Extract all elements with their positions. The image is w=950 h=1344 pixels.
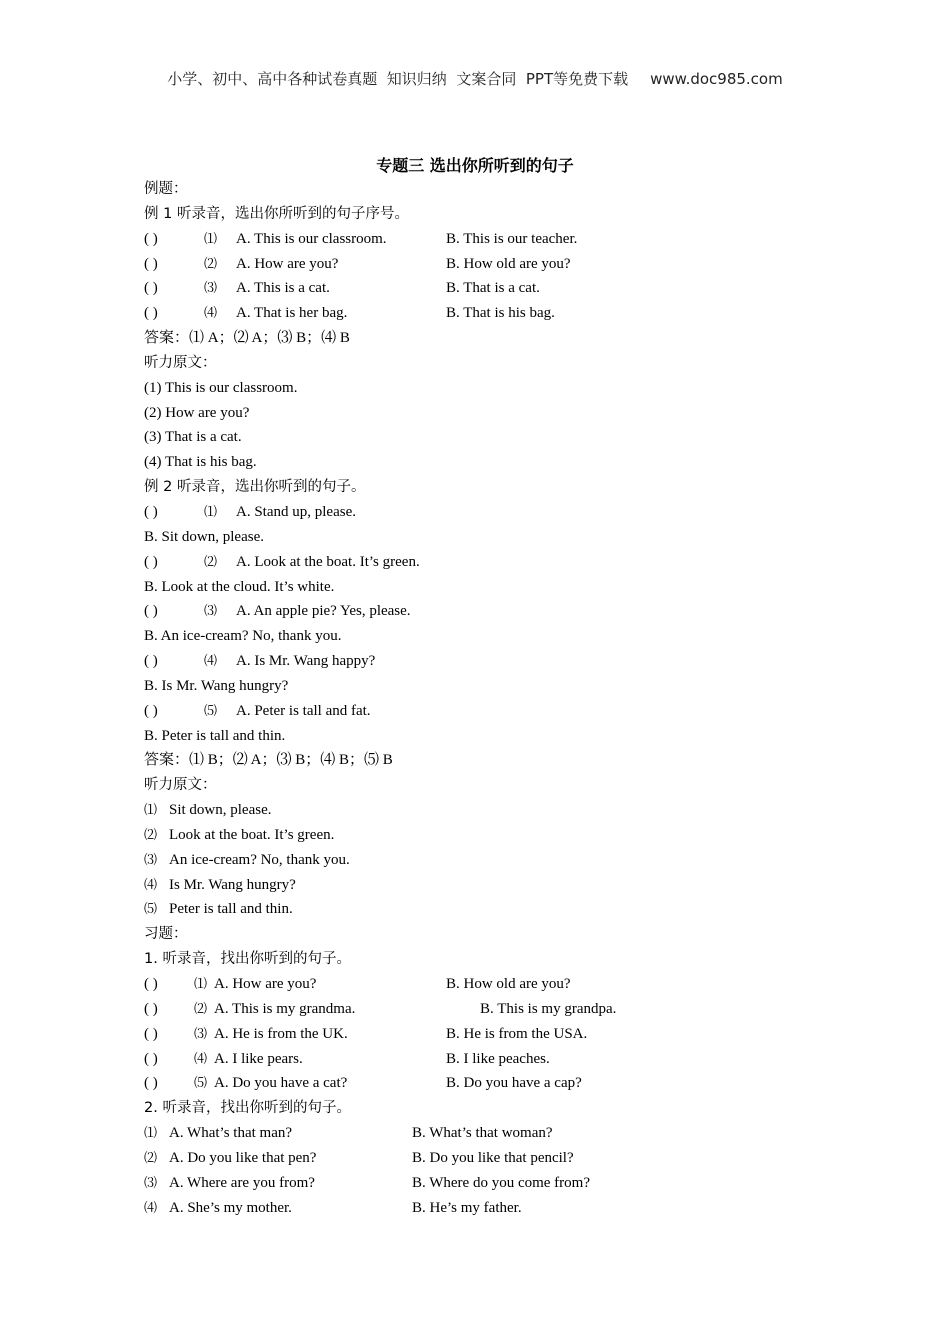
- ex1-script-line: (1) This is our classroom.: [144, 379, 298, 396]
- ex2-script-line: [144, 823, 864, 848]
- ex1-answer: 答案：⑴ A；⑵ A；⑶ B；⑷ B: [144, 330, 350, 347]
- q1-item: [144, 1022, 864, 1047]
- script-text: Peter is tall and thin.: [169, 901, 293, 918]
- option-b: B. Look at the cloud. It’s white.: [144, 578, 335, 595]
- ex1-item: [144, 252, 864, 277]
- item-number: ⑷: [194, 1050, 208, 1066]
- option-a: A. He is from the UK.: [214, 1025, 348, 1042]
- option-a: A. Peter is tall and fat.: [236, 702, 371, 719]
- option-a: A. That is her bag.: [236, 305, 348, 322]
- answer-blank: ( ): [144, 1050, 158, 1067]
- item-number: ⑴: [144, 1125, 158, 1141]
- answer-blank: ( ): [144, 603, 158, 620]
- script-text: Look at the boat. It’s green.: [169, 826, 335, 843]
- answer-blank: ( ): [144, 230, 158, 247]
- example-label: 例题：: [144, 181, 188, 197]
- ex2-script-label: 听力原文：: [144, 777, 217, 794]
- ex1-item: [144, 301, 864, 326]
- ex2-item-a: [144, 500, 864, 525]
- q1-item: [144, 997, 864, 1022]
- q2-item: [144, 1121, 864, 1146]
- option-b: B. Is Mr. Wang hungry?: [144, 677, 289, 694]
- answer-blank: ( ): [144, 255, 158, 272]
- item-number: ⑷: [204, 305, 218, 321]
- q2-item: [144, 1171, 864, 1196]
- script-text: An ice-cream? No, thank you.: [169, 851, 350, 868]
- item-number: ⑵: [204, 553, 218, 569]
- page-header: [0, 68, 950, 89]
- option-b: B. Do you like that pencil?: [412, 1149, 574, 1166]
- item-number: ⑶: [204, 280, 218, 296]
- option-a: A. This is my grandma.: [214, 1000, 356, 1017]
- option-b: B. He is from the USA.: [446, 1025, 588, 1042]
- option-a: A. Stand up, please.: [236, 503, 356, 520]
- item-number: ⑸: [204, 702, 218, 718]
- option-b: B. Do you have a cap?: [446, 1075, 582, 1092]
- answer-blank: ( ): [144, 280, 158, 297]
- item-number: ⑵: [204, 255, 218, 271]
- item-number: ⑷: [144, 876, 158, 892]
- option-b: B. Sit down, please.: [144, 528, 264, 545]
- item-number: ⑷: [204, 653, 218, 669]
- answer-blank: ( ): [144, 1000, 158, 1017]
- option-b: B. That is his bag.: [446, 305, 555, 322]
- option-a: A. Where are you from?: [169, 1174, 315, 1191]
- option-a: A. An apple pie? Yes, please.: [236, 603, 411, 620]
- exercise-label: 习题：: [144, 926, 188, 943]
- option-a: A. How are you?: [236, 255, 339, 272]
- option-a: A. Is Mr. Wang happy?: [236, 653, 376, 670]
- option-b: B. An ice-cream? No, thank you.: [144, 628, 342, 645]
- item-number: ⑵: [144, 826, 158, 842]
- ex2-item-a: [144, 550, 864, 575]
- q1-item: [144, 1071, 864, 1096]
- option-b: B. He’s my father.: [412, 1199, 522, 1216]
- ex2-script-line: [144, 873, 864, 898]
- option-a: A. How are you?: [214, 976, 317, 992]
- document-body: [144, 177, 864, 1220]
- option-b: B. That is a cat.: [446, 280, 540, 297]
- script-text: Is Mr. Wang hungry?: [169, 876, 296, 893]
- q1-heading: 1. 听录音，找出你听到的句子。: [144, 951, 351, 968]
- q2-item: [144, 1146, 864, 1171]
- item-number: ⑴: [194, 976, 208, 991]
- page-title: 专题三 选出你所听到的句子: [376, 156, 574, 175]
- q1-item: [144, 1047, 864, 1072]
- ex1-item: [144, 276, 864, 301]
- item-number: ⑶: [144, 1174, 158, 1190]
- option-b: B. What’s that woman?: [412, 1125, 553, 1142]
- item-number: ⑷: [144, 1199, 158, 1215]
- answer-blank: ( ): [144, 1025, 158, 1042]
- answer-blank: ( ): [144, 702, 158, 719]
- answer-blank: ( ): [144, 976, 158, 992]
- item-number: ⑴: [204, 230, 218, 246]
- option-b: B. This is our teacher.: [446, 230, 578, 247]
- option-b: B. I like peaches.: [446, 1050, 550, 1067]
- item-number: ⑶: [144, 851, 158, 867]
- option-a: A. Do you have a cat?: [214, 1075, 348, 1092]
- ex1-heading: 例 1 听录音，选出你所听到的句子序号。: [144, 205, 409, 222]
- option-a: A. What’s that man?: [169, 1125, 293, 1142]
- item-number: ⑵: [144, 1149, 158, 1165]
- answer-blank: ( ): [144, 305, 158, 322]
- q2-item: [144, 1196, 864, 1221]
- ex2-script-line: [144, 798, 864, 823]
- ex1-script-line: (4) That is his bag.: [144, 454, 257, 471]
- ex1-script-line: (2) How are you?: [144, 404, 250, 421]
- ex1-script-line: (3) That is a cat.: [144, 429, 242, 446]
- ex2-heading: 例 2 听录音，选出你听到的句子。: [144, 479, 366, 496]
- option-a: A. This is our classroom.: [236, 230, 387, 247]
- script-text: Sit down, please.: [169, 802, 272, 819]
- item-number: ⑴: [144, 802, 158, 818]
- ex2-script-line: [144, 848, 864, 873]
- option-b: B. This is my grandpa.: [480, 1000, 617, 1017]
- item-number: ⑴: [204, 503, 218, 519]
- header-site-link[interactable]: www.doc985.com: [650, 70, 783, 88]
- header-text: 小学、初中、高中各种试卷真题 知识归纳 文案合同 PPT等免费下载: [167, 70, 629, 88]
- option-b: B. How old are you?: [446, 976, 571, 992]
- ex2-answer: 答案：⑴ B；⑵ A；⑶ B；⑷ B；⑸ B: [144, 752, 393, 769]
- q1-item: [144, 972, 864, 997]
- item-number: ⑸: [144, 901, 158, 917]
- item-number: ⑵: [194, 1000, 208, 1016]
- option-b: B. Where do you come from?: [412, 1174, 591, 1191]
- ex2-script-line: [144, 897, 864, 922]
- ex2-item-a: [144, 649, 864, 674]
- option-a: A. Do you like that pen?: [169, 1149, 317, 1166]
- answer-blank: ( ): [144, 553, 158, 570]
- q2-heading: 2. 听录音，找出你听到的句子。: [144, 1100, 351, 1117]
- option-a: A. I like pears.: [214, 1050, 303, 1067]
- option-a: A. Look at the boat. It’s green.: [236, 553, 420, 570]
- answer-blank: ( ): [144, 653, 158, 670]
- option-b: B. How old are you?: [446, 255, 571, 272]
- option-b: B. Peter is tall and thin.: [144, 727, 286, 744]
- ex2-item-a: [144, 699, 864, 724]
- ex2-item-a: [144, 599, 864, 624]
- ex1-item: [144, 227, 864, 252]
- answer-blank: ( ): [144, 503, 158, 520]
- item-number: ⑸: [194, 1075, 208, 1091]
- answer-blank: ( ): [144, 1075, 158, 1092]
- option-a: A. She’s my mother.: [169, 1199, 292, 1216]
- item-number: ⑶: [194, 1025, 208, 1041]
- option-a: A. This is a cat.: [236, 280, 330, 297]
- ex1-script-label: 听力原文：: [144, 354, 217, 371]
- item-number: ⑶: [204, 603, 218, 619]
